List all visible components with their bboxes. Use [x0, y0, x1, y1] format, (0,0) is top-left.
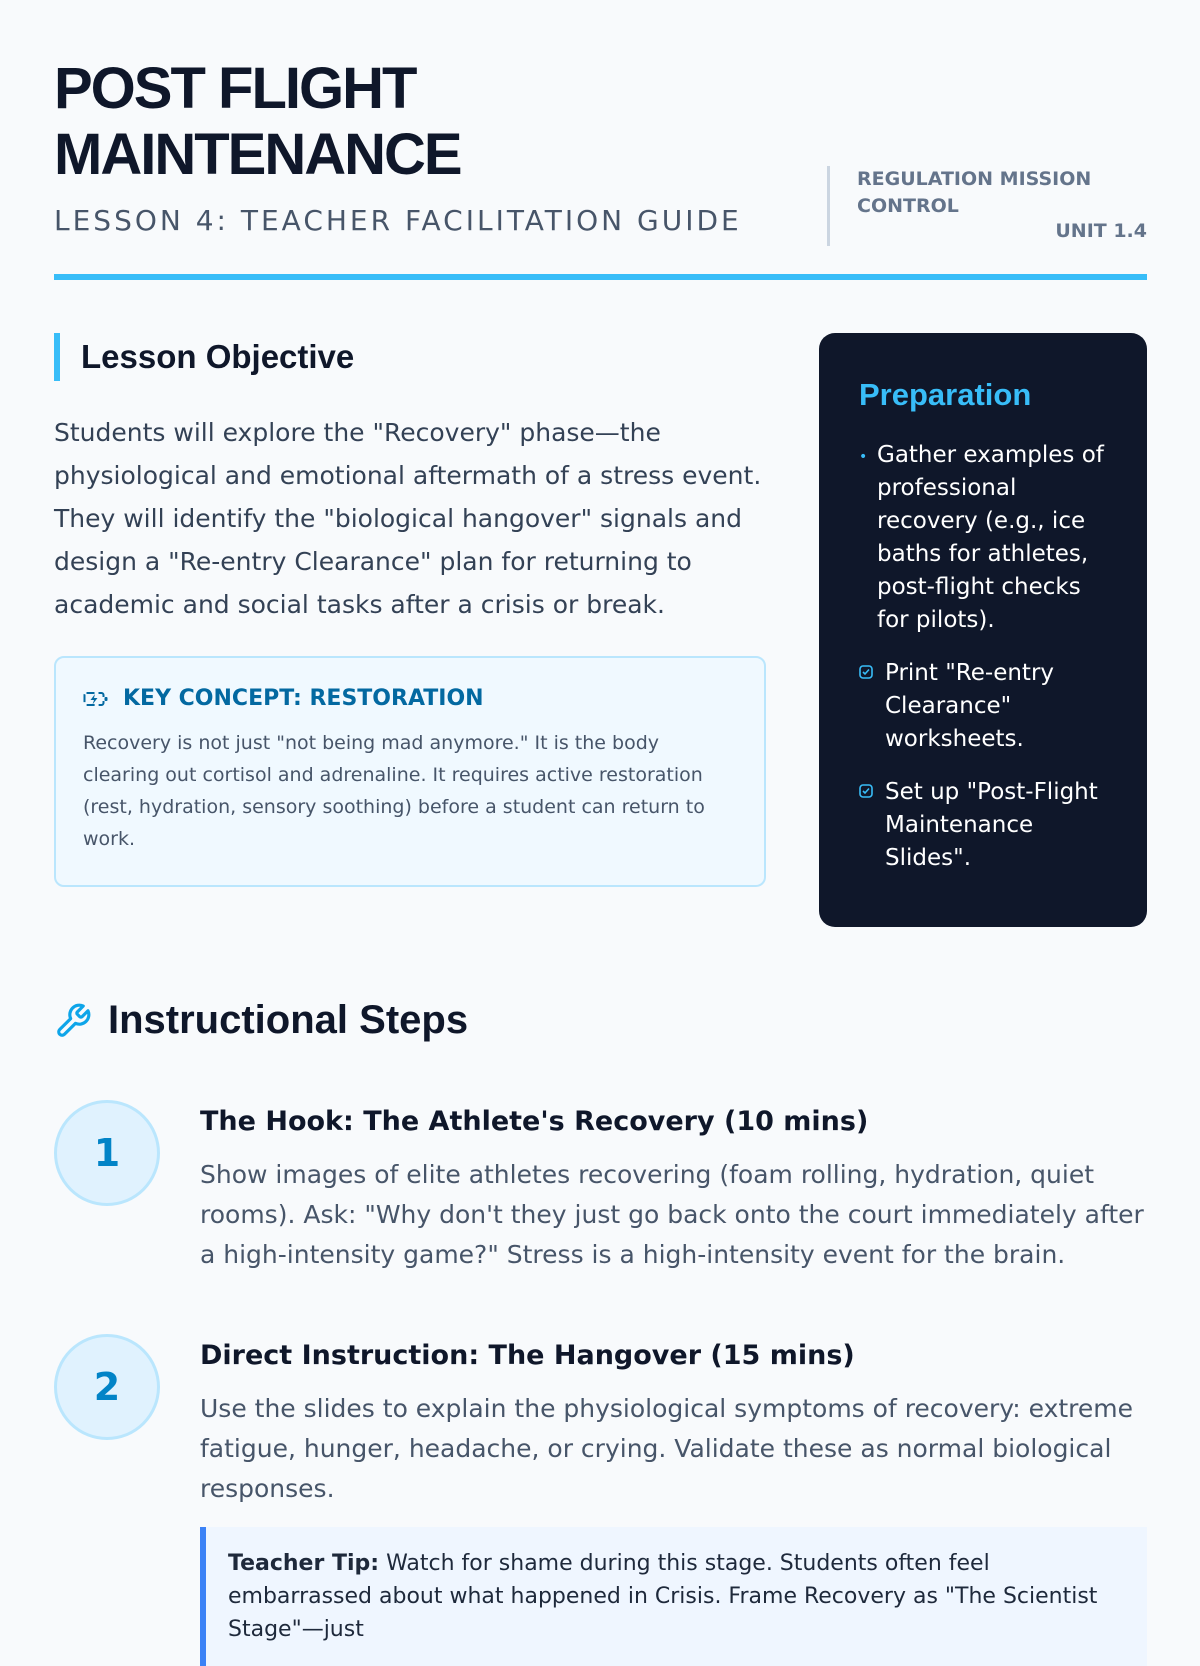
teacher-tip-label: Teacher Tip:: [228, 1551, 380, 1576]
header: [54, 56, 1147, 282]
wrench-icon: [54, 1002, 92, 1040]
key-concept-header: [83, 686, 737, 711]
checkbox-icon: [859, 657, 885, 756]
header-meta: [827, 166, 1147, 246]
objective-heading: Lesson Objective: [54, 333, 766, 381]
key-concept-text: Recovery is not just "not being mad anymore." It is the body clearing out cortisol and adrenaline. It requires active restoration (rest, hydration, sensory soothing) before a student can return to work.: [83, 732, 705, 850]
list-item: [859, 657, 1111, 756]
step-text: Show images of elite athletes recovering (foam rolling, hydration, quiet rooms). Ask: "Why don't they just go back onto the court immediately after a high-intensity game?" Stress is a high-intensity event for the brain.: [200, 1160, 1144, 1269]
teacher-tip-text: Watch for shame during this stage. Students often feel embarrassed about what happened in Crisis. Frame Recovery as "The Scientist Stage"—just: [228, 1551, 1098, 1642]
steps-heading: Instructional Steps: [108, 998, 469, 1042]
unit-label: UNIT 1.4: [1055, 220, 1147, 242]
list-item: [859, 439, 1111, 637]
step-number-badge: 1: [54, 1100, 160, 1206]
objective-text: Students will explore the "Recovery" phase—the physiological and emotional aftermath of a stress event. They will identify the "biological hangover" signals and design a "Re-entry Clearance" plan for returning to academic and social tasks after a crisis or break.: [54, 418, 762, 619]
org-label: REGULATION MISSION CONTROL: [857, 168, 1092, 217]
step-body: [200, 1340, 1147, 1666]
preparation-heading: Preparation: [859, 377, 1032, 412]
title-line-1: POST FLIGHT: [54, 56, 416, 121]
step-number-badge: 2: [54, 1334, 160, 1440]
key-concept-box: [54, 656, 766, 887]
key-concept-heading: KEY CONCEPT: RESTORATION: [123, 686, 484, 711]
objective-section: [54, 333, 766, 887]
step-body: [200, 1106, 1147, 1275]
battery-charging-icon: [83, 689, 109, 709]
teacher-tip: [200, 1527, 1147, 1666]
list-item: [859, 776, 1111, 875]
page: [54, 0, 1147, 1642]
bullet-dot-icon: •: [859, 449, 868, 465]
title-line-2: MAINTENANCE: [54, 122, 461, 187]
steps-heading-row: [54, 998, 468, 1043]
header-divider: [54, 274, 1147, 280]
preparation-item-text: Gather examples of professional recovery (e.g., ice baths for athletes, post-flight checks for pilots).: [877, 442, 1104, 633]
preparation-list: [859, 439, 1111, 875]
preparation-panel: [819, 333, 1147, 927]
step-text: Use the slides to explain the physiological symptoms of recovery: extreme fatigue, hunger, headache, or crying. Validate these as normal biological responses.: [200, 1394, 1134, 1503]
preparation-item-text: Print "Re-entry Clearance" worksheets.: [885, 660, 1055, 752]
preparation-item-text: Set up "Post-Flight Maintenance Slides".: [885, 779, 1098, 871]
page-subtitle: LESSON 4: TEACHER FACILITATION GUIDE: [54, 204, 742, 237]
page-title: [54, 56, 654, 188]
step-title: Direct Instruction: The Hangover (15 mins): [200, 1340, 855, 1371]
checkbox-icon: [859, 776, 885, 875]
step-title: The Hook: The Athlete's Recovery (10 mins): [200, 1106, 869, 1137]
